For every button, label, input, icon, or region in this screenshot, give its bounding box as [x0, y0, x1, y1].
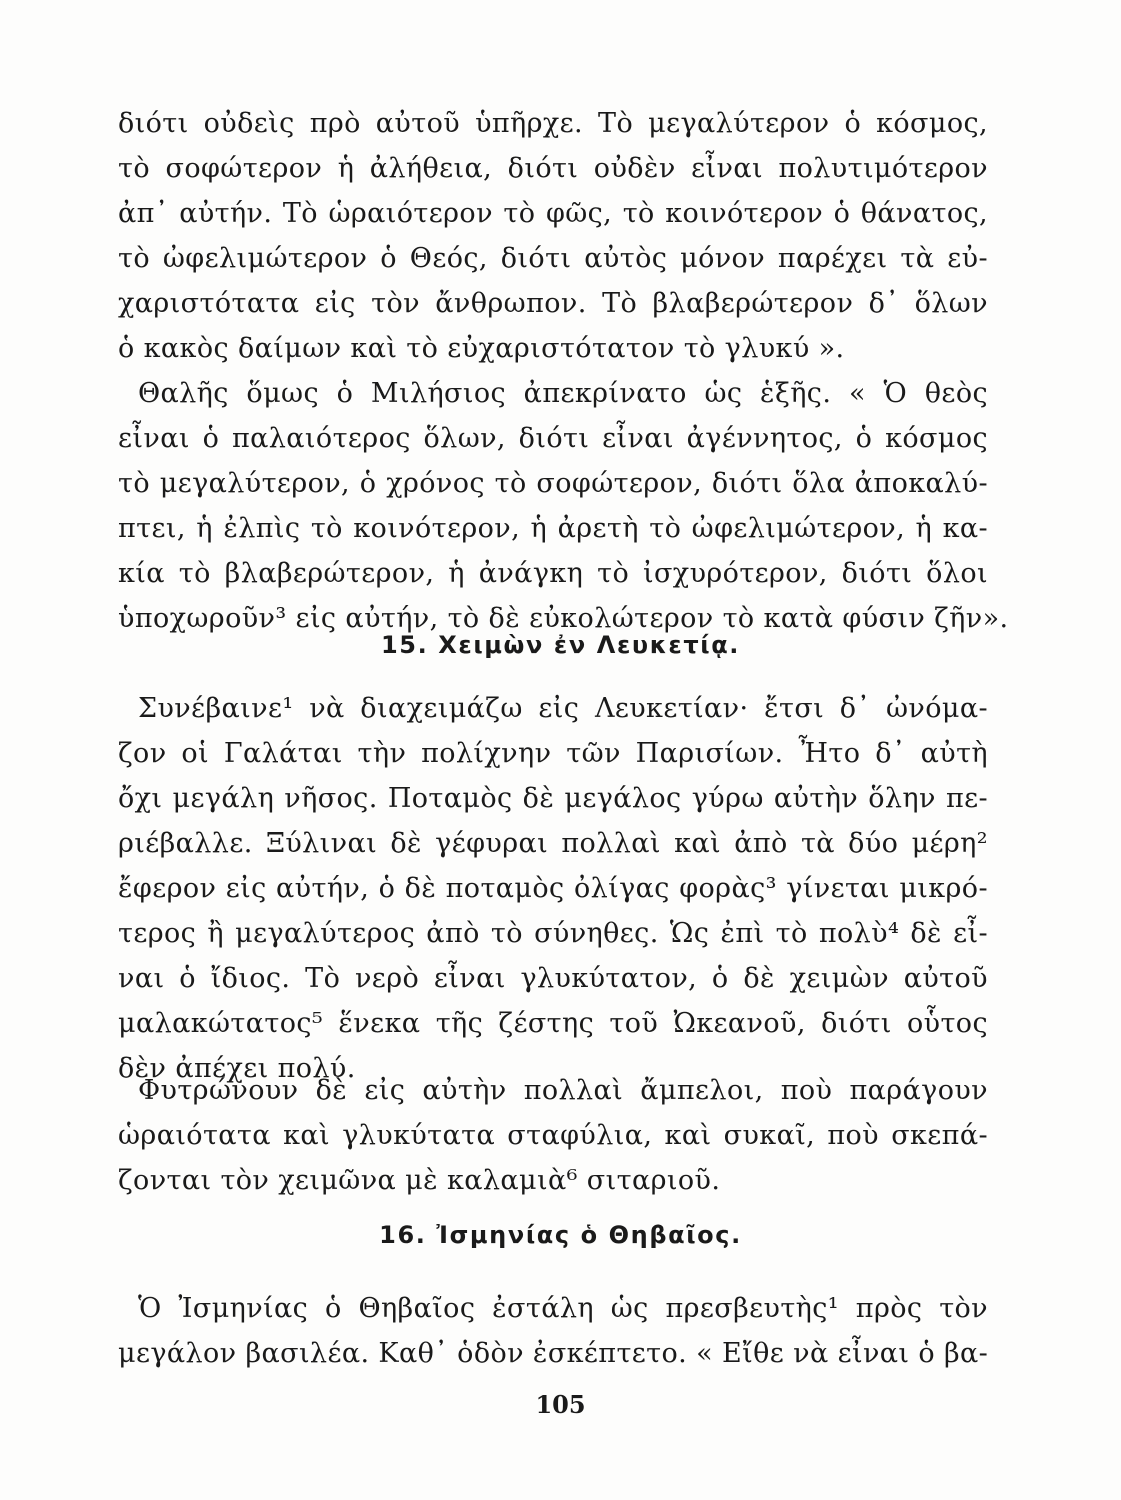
text-line: κία τὸ βλαβερώτερον, ἡ ἀνάγκη τὸ ἰσχυρότερον, διότι ὅλοι	[118, 558, 988, 589]
text-line: ὄχι μεγάλη νῆσος. Ποταμὸς δὲ μεγάλος γύρω αὐτὴν ὅλην πε-	[118, 783, 988, 814]
text-line: τὸ μεγαλύτερον, ὁ χρόνος τὸ σοφώτερον, διότι ὅλα ἀποκαλύ-	[118, 468, 988, 499]
text-line: χαριστότατα εἰς τὸν ἄνθρωπον. Τὸ βλαβερώτερον δ᾽ ὅλων	[118, 288, 988, 319]
paragraph-ismenias	[118, 1286, 988, 1376]
text-line: ναι ὁ ἴδιος. Τὸ νερὸ εἶναι γλυκύτατον, ὁ δὲ χειμὼν αὐτοῦ	[118, 963, 988, 994]
page-number: 105	[535, 1390, 586, 1419]
paragraph-vines	[118, 1068, 988, 1203]
text-line: μαλακώτατος⁵ ἕνεκα τῆς ζέστης τοῦ Ὠκεανοῦ, διότι οὗτος	[118, 1008, 988, 1039]
text-line: ὑποχωροῦν³ εἰς αὐτήν, τὸ δὲ εὐκολώτερον τὸ κατὰ φύσιν ζῆν».	[118, 603, 1009, 634]
paragraph-lutetia	[118, 686, 988, 1091]
text-line: ριέβαλλε. Ξύλιναι δὲ γέφυραι πολλαὶ καὶ ἀπὸ τὰ δύο μέρη²	[118, 828, 988, 859]
text-line: Ὁ Ἰσμηνίας ὁ Θηβαῖος ἐστάλη ὡς πρεσβευτὴς¹ πρὸς τὸν	[138, 1293, 988, 1324]
text-line: δὲν ἀπέχει πολύ.	[118, 1053, 356, 1084]
text-line: ἔφερον εἰς αὐτήν, ὁ δὲ ποταμὸς ὀλίγας φορὰς³ γίνεται μικρό-	[118, 873, 988, 904]
text-line: Φυτρώνουν δὲ εἰς αὐτὴν πολλαὶ ἄμπελοι, ποὺ παράγουν	[138, 1075, 988, 1106]
paragraph-continuation	[118, 101, 988, 371]
section-heading-15: 15. Χειμὼν ἐν Λευκετίᾳ.	[381, 631, 740, 659]
text-line: ζον οἱ Γαλάται τὴν πολίχνην τῶν Παρισίων. Ἦτο δ᾽ αὐτὴ	[118, 738, 988, 769]
section-heading-16: 16. Ἰσμηνίας ὁ Θηβαῖος.	[379, 1221, 742, 1249]
text-line: τερος ἢ μεγαλύτερος ἀπὸ τὸ σύνηθες. Ὡς ἐπὶ τὸ πολὺ⁴ δὲ εἶ-	[118, 918, 988, 949]
text-line: Συνέβαινε¹ νὰ διαχειμάζω εἰς Λευκετίαν· ἔτσι δ᾽ ὠνόμα-	[138, 693, 988, 724]
text-line: ὁ κακὸς δαίμων καὶ τὸ εὐχαριστότατον τὸ γλυκύ ».	[118, 333, 845, 364]
text-line: Θαλῆς ὅμως ὁ Μιλήσιος ἀπεκρίνατο ὡς ἑξῆς. « Ὁ θεὸς	[138, 378, 988, 409]
text-line: ὡραιότατα καὶ γλυκύτατα σταφύλια, καὶ συκαῖ, ποὺ σκεπά-	[118, 1120, 988, 1151]
text-line: τὸ σοφώτερον ἡ ἀλήθεια, διότι οὐδὲν εἶναι πολυτιμότερον	[118, 153, 988, 184]
text-line: διότι οὐδεὶς πρὸ αὐτοῦ ὑπῆρχε. Τὸ μεγαλύτερον ὁ κόσμος,	[118, 108, 988, 139]
text-line: τὸ ὠφελιμώτερον ὁ Θεός, διότι αὐτὸς μόνον παρέχει τὰ εὐ-	[118, 243, 988, 274]
paragraph-thales	[118, 371, 1009, 641]
text-line: ἀπ᾽ αὐτήν. Τὸ ὡραιότερον τὸ φῶς, τὸ κοινότερον ὁ θάνατος,	[118, 198, 988, 229]
text-line: εἶναι ὁ παλαιότερος ὅλων, διότι εἶναι ἀγέννητος, ὁ κόσμος	[118, 423, 988, 454]
text-line: μεγάλον βασιλέα. Καθ᾽ ὁδὸν ἐσκέπτετο. « Εἴθε νὰ εἶναι ὁ βα-	[118, 1338, 989, 1369]
text-line: ζονται τὸν χειμῶνα μὲ καλαμιὰ⁶ σιταριοῦ.	[118, 1165, 721, 1196]
text-line: πτει, ἡ ἐλπὶς τὸ κοινότερον, ἡ ἀρετὴ τὸ ὠφελιμώτερον, ἡ κα-	[118, 513, 988, 544]
